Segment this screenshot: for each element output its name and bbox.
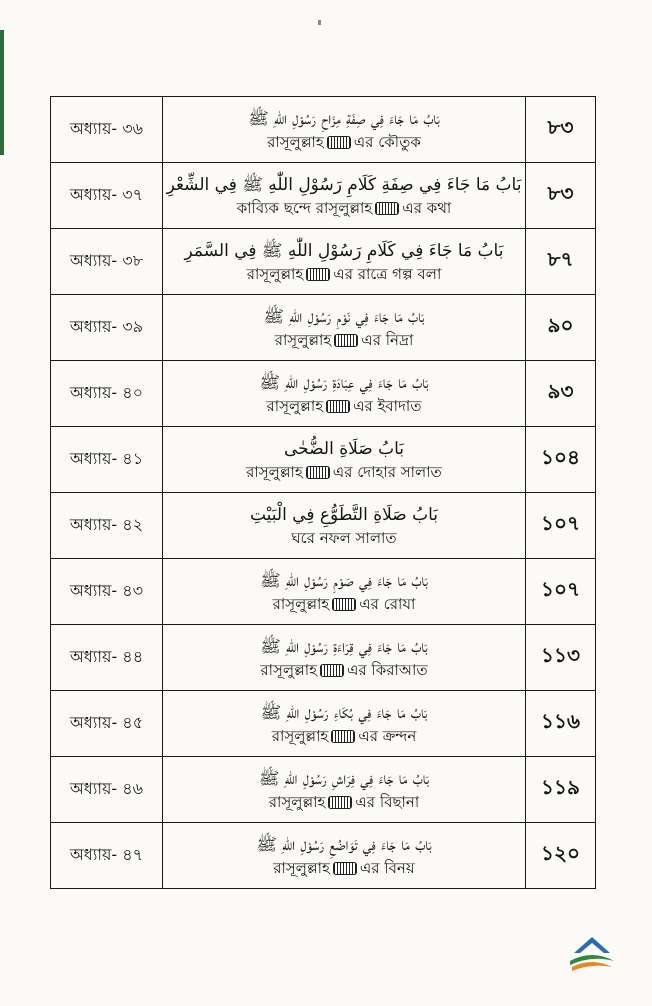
salawat-calligraphy-icon — [332, 598, 356, 611]
salawat-calligraphy-icon — [375, 202, 399, 215]
chapter-title — [163, 691, 526, 757]
chapter-number: অধ্যায়- ৪৪ — [51, 625, 163, 691]
bengali-title-pre: রাসূলুল্লাহ — [271, 726, 329, 745]
chapter-title — [163, 493, 526, 559]
arabic-title: بَابُ صَلَاةِ التَّطَوُّعِ فِي الْبَيْتِ — [249, 504, 439, 525]
page-number: ১২০ — [526, 823, 596, 889]
bengali-title — [163, 395, 525, 417]
salawat-calligraphy-icon — [320, 664, 344, 677]
chapter-number: অধ্যায়- ৪৭ — [51, 823, 163, 889]
table-row — [51, 559, 596, 625]
chapter-number: অধ্যায়- ৪৩ — [51, 559, 163, 625]
chapter-number: অধ্যায়- ৪৫ — [51, 691, 163, 757]
bengali-title-post: এর নিদ্রা — [361, 330, 414, 349]
page-number: ১০৭ — [526, 493, 596, 559]
salawat-calligraphy-icon — [306, 268, 330, 281]
bengali-title-pre: রাসূলুল্লাহ — [268, 792, 326, 811]
arabic-title: بَابُ مَا جَاءَ فِي بُكَاءِ رَسُوْلِ اللّٰهِ ﷺ — [260, 702, 428, 723]
bengali-title — [163, 131, 525, 153]
table-row — [51, 361, 596, 427]
chapter-number: অধ্যায়- ৩৬ — [51, 97, 163, 163]
page-number: ১১৩ — [526, 625, 596, 691]
chapter-number: অধ্যায়- ৩৮ — [51, 229, 163, 295]
page-number: ১০৪ — [526, 427, 596, 493]
bengali-title — [163, 725, 525, 747]
arabic-title: بَابُ مَا جَاءَ فِي صِفَةِ مِزَاحِ رَسُوْلِ اللّٰهِ ﷺ — [248, 108, 440, 129]
table-row — [51, 295, 596, 361]
bengali-title — [163, 197, 525, 219]
chapter-title — [163, 163, 526, 229]
chapter-title — [163, 229, 526, 295]
bengali-title-pre: রাসূলুল্লাহ — [260, 660, 317, 679]
salawat-calligraphy-icon — [326, 400, 350, 413]
chapter-title — [163, 757, 526, 823]
bengali-title-pre: ঘরে নফল সালাত — [291, 528, 397, 547]
page-number: ৯০ — [526, 295, 596, 361]
chapter-title — [163, 625, 526, 691]
table-row — [51, 625, 596, 691]
arabic-title: بَابُ مَا جَاءَ فِي قِرَاءَةِ رَسُوْلِ اللّٰهِ ﷺ — [260, 636, 428, 657]
table-row — [51, 757, 596, 823]
page-number: ১০৭ — [526, 559, 596, 625]
salawat-calligraphy-icon — [333, 862, 357, 875]
page-number: ১১৬ — [526, 691, 596, 757]
table-row — [51, 229, 596, 295]
bengali-title-pre: রাসূলুল্লাহ — [246, 462, 303, 481]
bengali-title — [163, 791, 525, 813]
bengali-title-post: এর ক্রন্দন — [358, 726, 417, 745]
book-spine-edge — [0, 30, 4, 155]
salawat-calligraphy-icon — [331, 730, 355, 743]
bengali-title-post: এর ইবাদাত — [353, 396, 422, 415]
table-row — [51, 823, 596, 889]
salawat-calligraphy-icon — [334, 334, 358, 347]
arabic-title: بَابُ مَا جَاءَ فِي تَوَاضُعِ رَسُوْلِ اللّٰهِ ﷺ — [256, 834, 432, 855]
arabic-title: بَابُ مَا جَاءَ فِي كَلَامِ رَسُوْلِ اللّٰهِ ﷺ فِي السَّمَرِ — [184, 240, 504, 261]
page-mark — [318, 20, 321, 25]
bengali-title-post: এর কথা — [402, 198, 452, 217]
bengali-title-pre: রাসূলুল্লাহ — [266, 396, 324, 415]
page-number: ৮৩ — [526, 97, 596, 163]
bengali-title-pre: রাসূলুল্লাহ — [272, 594, 330, 613]
bengali-title — [163, 263, 525, 285]
chapter-title — [163, 361, 526, 427]
bengali-title-post: এর বিনয় — [359, 858, 415, 877]
bengali-title-pre: রাসূলুল্লাহ — [246, 264, 304, 283]
salawat-calligraphy-icon — [328, 796, 352, 809]
bengali-title — [163, 857, 525, 879]
table-of-contents — [50, 96, 596, 889]
salawat-calligraphy-icon — [327, 136, 351, 149]
bengali-title-post: এর কিরাআত — [347, 660, 428, 679]
chapter-number: অধ্যায়- ৪০ — [51, 361, 163, 427]
salawat-calligraphy-icon — [306, 466, 330, 479]
bengali-title-pre: রাসূলুল্লাহ — [267, 132, 324, 151]
arabic-title: بَابُ مَا جَاءَ فِي نَوْمِ رَسُوْلِ اللّٰهِ ﷺ — [263, 306, 425, 327]
bengali-title-post: এর বিছানা — [355, 792, 420, 811]
page-number: ৮৭ — [526, 229, 596, 295]
chapter-number: অধ্যায়- ৩৭ — [51, 163, 163, 229]
table-row — [51, 691, 596, 757]
bengali-title-post: এর রোযা — [359, 594, 416, 613]
chapter-number: অধ্যায়- ৪১ — [51, 427, 163, 493]
arabic-title: بَابُ مَا جَاءَ فِي صِفَةِ كَلَامِ رَسُوْلِ اللّٰهِ ﷺ فِي الشِّعْرِ — [166, 174, 522, 195]
bengali-title-post: এর রাত্রে গল্প বলা — [333, 264, 442, 283]
table-row — [51, 427, 596, 493]
bengali-title-pre: রাসূলুল্লাহ — [274, 330, 332, 349]
chapter-title — [163, 427, 526, 493]
arabic-title: بَابُ مَا جَاءَ فِي فِرَاشِ رَسُوْلِ اللّٰهِ ﷺ — [258, 768, 430, 789]
bengali-title-pre: রাসূলুল্লাহ — [273, 858, 330, 877]
table-row — [51, 493, 596, 559]
publisher-logo-icon — [568, 935, 616, 975]
bengali-title — [163, 659, 525, 681]
bengali-title — [163, 527, 525, 549]
bengali-title — [163, 593, 525, 615]
chapter-title — [163, 295, 526, 361]
bengali-title-post: এর কৌতুক — [353, 132, 421, 151]
chapter-number: অধ্যায়- ৪২ — [51, 493, 163, 559]
bengali-title-pre: কাব্যিক ছন্দে রাসূলুল্লাহ — [236, 198, 373, 217]
chapter-number: অধ্যায়- ৪৬ — [51, 757, 163, 823]
page-number: ১১৯ — [526, 757, 596, 823]
chapter-title — [163, 823, 526, 889]
bengali-title — [163, 461, 525, 483]
chapter-title — [163, 97, 526, 163]
page-number: ৮৩ — [526, 163, 596, 229]
chapter-title — [163, 559, 526, 625]
arabic-title: بَابُ مَا جَاءَ فِي صَوْمِ رَسُوْلِ اللّٰهِ ﷺ — [260, 570, 428, 591]
table-row — [51, 163, 596, 229]
bengali-title — [163, 329, 525, 351]
arabic-title: بَابُ مَا جَاءَ فِي عِبَادَةِ رَسُوْلِ اللّٰهِ ﷺ — [259, 372, 429, 393]
page-number: ৯৩ — [526, 361, 596, 427]
table-row — [51, 97, 596, 163]
bengali-title-post: এর দোহার সালাত — [332, 462, 442, 481]
chapter-number: অধ্যায়- ৩৯ — [51, 295, 163, 361]
arabic-title: بَابُ صَلَاةِ الضُّحٰى — [284, 438, 404, 459]
